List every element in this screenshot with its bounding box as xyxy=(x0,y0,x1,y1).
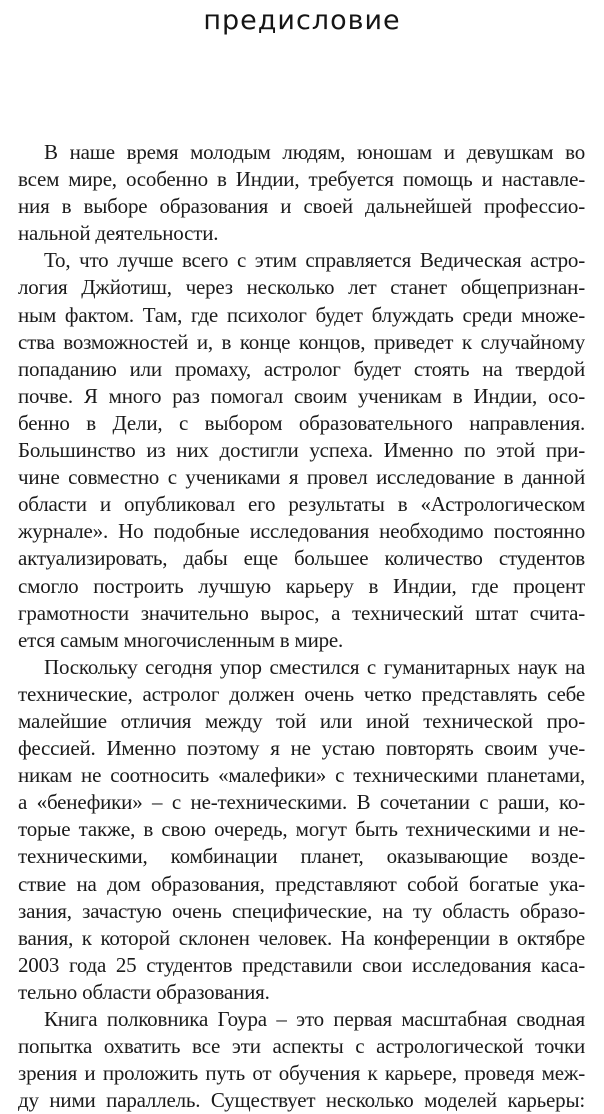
text-line: 2003 года 25 студентов представили свои исследования каса- xyxy=(18,952,585,977)
text-line: никам не соотносить «малефики» с техническими планетами, xyxy=(18,763,585,788)
text-line: зрения и проложить путь от обучения к карьере, проведя меж- xyxy=(18,1061,585,1086)
paragraph xyxy=(18,139,585,247)
text-line: В наше время молодым людям, юношам и девушкам во xyxy=(44,140,585,164)
paragraph xyxy=(18,654,585,1006)
text-line: Книга полковника Гоура – это первая масштабная сводная xyxy=(44,1007,585,1031)
text-line: торые также, в свою очередь, могут быть техническими и не- xyxy=(18,817,585,842)
text-line: ния в выборе образования и своей дальнейшей профессио- xyxy=(18,194,585,219)
text-line: ства возможностей и, в конце концов, приведет к случайному xyxy=(18,329,585,354)
paragraph xyxy=(18,1006,585,1114)
text-line: актуализировать, дабы еще большее количество студентов xyxy=(18,546,585,571)
text-line: малейшие отличия между той или иной технической про- xyxy=(18,708,585,733)
text-line: зания, зачастую очень специфические, на ту область образо- xyxy=(18,898,585,923)
text-line: ным фактом. Там, где психолог будет блуждать среди множе- xyxy=(18,302,585,327)
text-line: технические, астролог должен очень четко представлять себе xyxy=(18,681,585,706)
text-line: чине совместно с учениками я провел исследование в данной xyxy=(18,465,585,490)
text-line: Большинство из них достигли успеха. Именно по этой при- xyxy=(18,438,585,463)
text-line: области и опубликовал его результаты в «Астрологическом xyxy=(18,492,585,517)
text-line: Поскольку сегодня упор сместился с гуманитарных наук на xyxy=(44,654,585,679)
chapter-heading: предисловие xyxy=(203,5,401,36)
text-line: вания, к которой склонен человек. На конференции в октябре xyxy=(18,925,585,950)
text-line: тельно области образования. xyxy=(18,979,270,1004)
text-line: попытка охватить все эти аспекты с астрологической точки xyxy=(18,1034,585,1059)
text-line: грамотности значительно вырос, а технический штат счита- xyxy=(18,600,585,625)
text-line: журнале». Но подобные исследования необходимо постоянно xyxy=(18,519,585,544)
text-line: почве. Я много раз помогал своим ученикам в Индии, осо- xyxy=(18,383,585,408)
text-line: бенно в Дели, с выбором образовательного направления. xyxy=(18,410,585,435)
text-line: всем мире, особенно в Индии, требуется помощь и наставле- xyxy=(18,167,585,192)
text-line: ствие на дом образования, представляют собой богатые ука- xyxy=(18,871,585,896)
text-line: ду ними параллель. Существует несколько моделей карьеры: xyxy=(18,1088,585,1113)
text-line: ется самым многочисленным в мире. xyxy=(18,627,344,652)
text-line: логия Джйотиш, через несколько лет станет общепризнан- xyxy=(18,275,585,300)
text-line: смогло построить лучшую карьеру в Индии, где процент xyxy=(18,573,585,598)
body-text xyxy=(18,139,585,1114)
paragraph xyxy=(18,247,585,653)
text-line: нальной деятельности. xyxy=(18,221,219,246)
text-line: попаданию или промаху, астролог будет стоять на твердой xyxy=(18,356,585,381)
text-line: а «бенефики» – с не-техническими. В сочетании с раши, ко- xyxy=(18,790,585,815)
text-line: То, что лучше всего с этим справляется Ведическая астро- xyxy=(44,248,585,273)
text-line: фессией. Именно поэтому я не устаю повторять своим уче- xyxy=(18,736,585,761)
text-line: техническими, комбинации планет, оказывающие возде- xyxy=(18,844,585,869)
